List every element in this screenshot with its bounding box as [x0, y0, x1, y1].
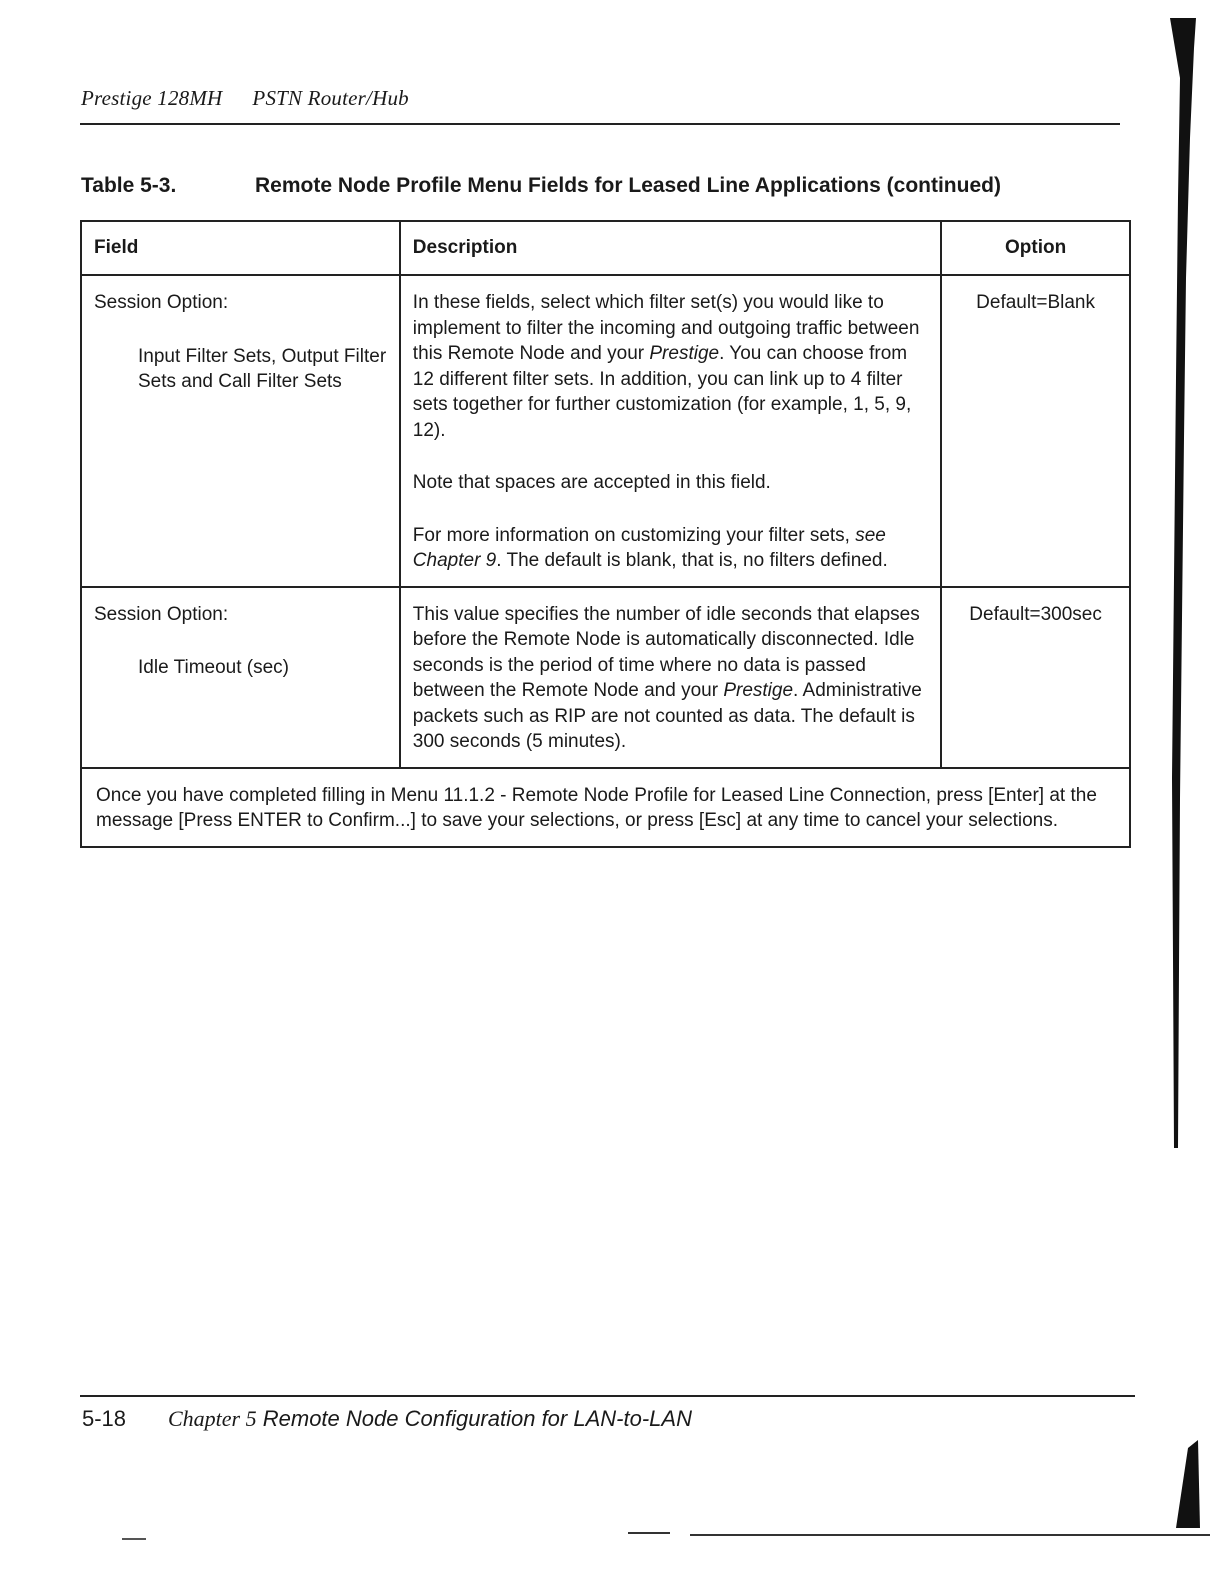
table-footer-note: Once you have completed filling in Menu 11.1.2 - Remote Node Profile for Leased Line Connection, press [Enter] at the message [Press ENTER to Confirm...] to save your selections, or press [Esc] at any time to cancel your selections.	[81, 768, 1130, 847]
column-header-option: Option	[941, 221, 1130, 275]
table-title: Remote Node Profile Menu Fields for Leased Line Applications (continued)	[255, 174, 1001, 197]
table-number: Table 5-3.	[81, 174, 177, 197]
chapter-label: Chapter 5	[168, 1406, 257, 1431]
description-paragraph: For more information on customizing your filter sets, see Chapter 9. The default is blank, that is, no filters defined.	[412, 524, 888, 571]
column-header-description: Description	[400, 221, 941, 275]
field-sublabel: Input Filter Sets, Output Filter Sets and Call Filter Sets	[138, 345, 387, 392]
chapter-title: Remote Node Configuration for LAN-to-LAN	[262, 1406, 692, 1431]
column-header-field: Field	[81, 221, 400, 275]
description-paragraph: In these fields, select which filter set(s) you would like to implement to filter the incoming and outgoing traffic between this Remote Node and your Prestige. You can choose from 12 different filter sets. In addition, you can link up to 4 filter sets together for further customization (for example, 1, 5, 9, 12).	[412, 292, 920, 441]
page-number: 5-18	[82, 1406, 127, 1431]
product-name: Prestige 128MH	[81, 86, 223, 110]
option-cell: Default=300sec	[941, 587, 1130, 768]
option-cell: Default=Blank	[941, 275, 1130, 587]
field-label: Session Option:	[94, 603, 229, 625]
description-paragraph: Note that spaces are accepted in this field.	[412, 472, 771, 493]
field-sublabel: Idle Timeout (sec)	[138, 657, 289, 678]
field-label: Session Option:	[94, 292, 229, 313]
product-subtitle: PSTN Router/Hub	[252, 86, 409, 110]
description-paragraph: This value specifies the number of idle seconds that elapses before the Remote Node is automatically disconnected. Idle seconds is the period of time where no data is passed between the Remote Node and your Prestige. Administrative packets such as RIP are not counted as data. The default is 300 seconds (5 minutes).	[412, 603, 922, 752]
